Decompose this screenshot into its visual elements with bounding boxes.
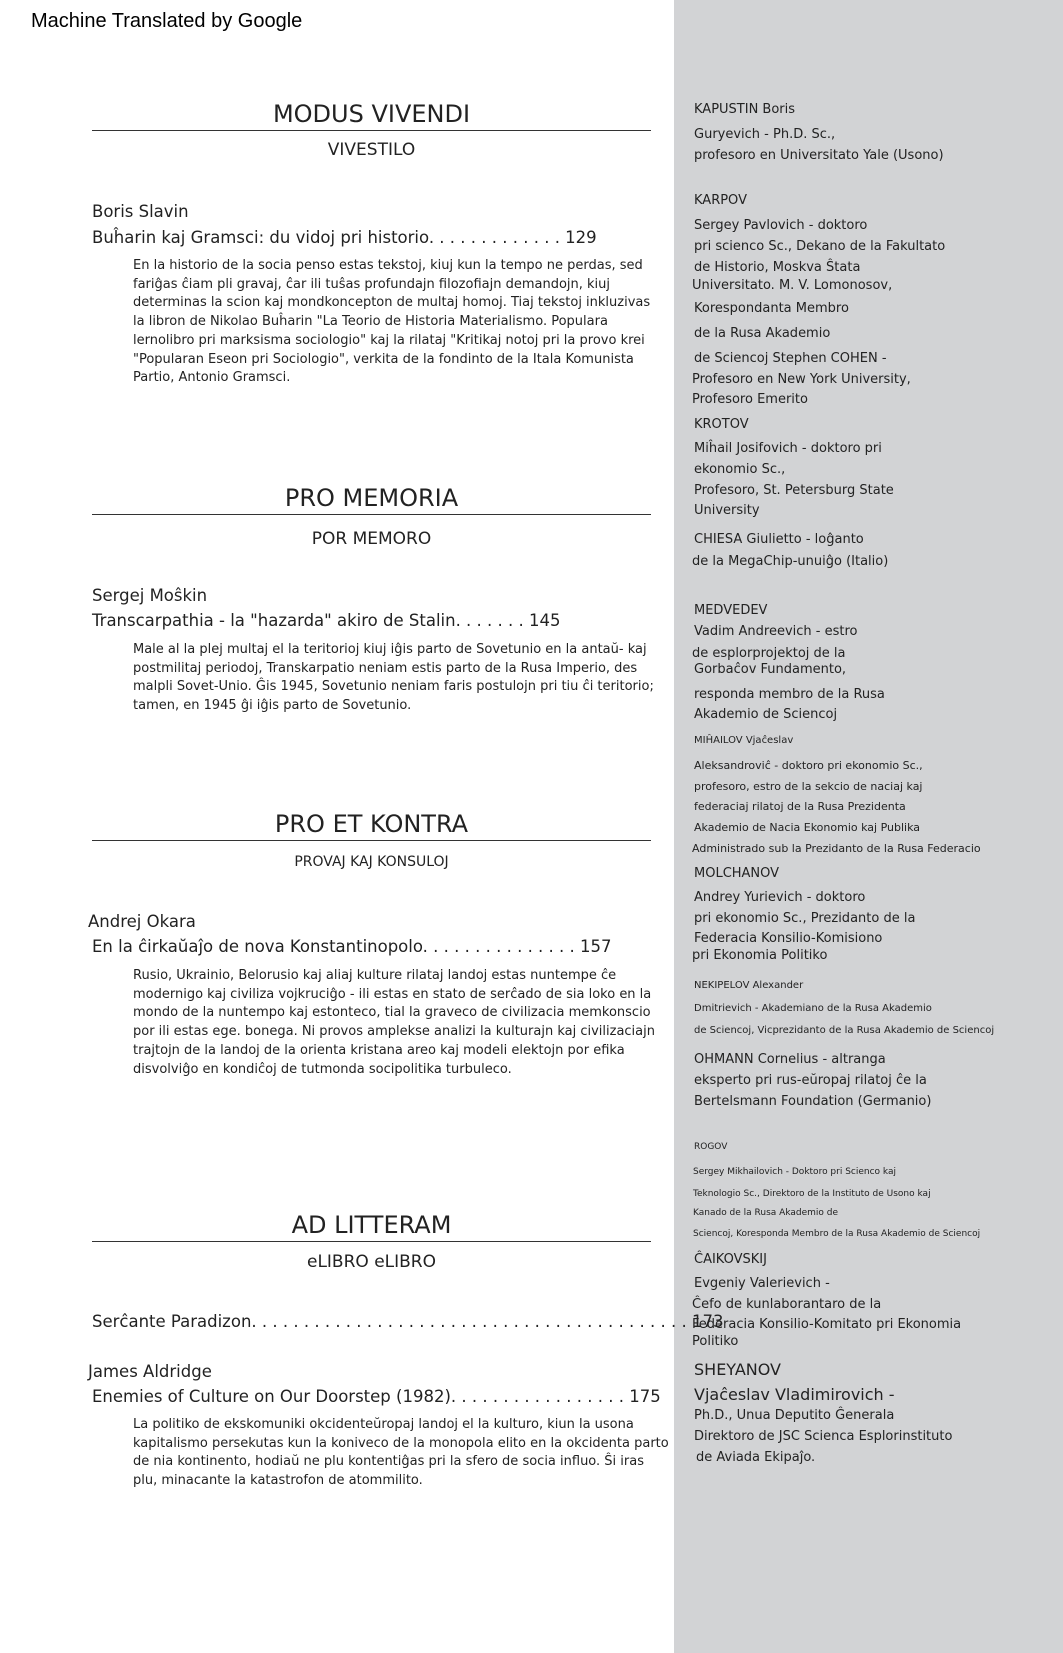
board-member-line: pri scienco Sc., Dekano de la Fakultato	[694, 239, 946, 254]
board-member-line: ekonomio Sc.,	[694, 462, 786, 477]
board-member-line: Federacia Konsilio-Komisiono	[694, 931, 883, 946]
board-member-line: de la Rusa Akademio	[694, 326, 831, 341]
description-line: plu, minacante la katastrofon de atommilito.	[133, 1473, 423, 1489]
board-member-line: Gorbaĉov Fundamento,	[694, 662, 847, 677]
description-line: de nia kontinento, hodiaŭ ne plu kontentiĝas pri la sfero de socia influo. Ŝi iras	[133, 1454, 644, 1470]
board-member-line: Kanado de la Rusa Akademio de	[693, 1208, 839, 1218]
description-line: Partio, Antonio Gramsci.	[133, 370, 291, 386]
board-member-line: Direktoro de JSC Scienca Esplorinstituto	[694, 1429, 953, 1444]
board-member-line: Sergey Mikhailovich - Doktoro pri Scienco kaj	[693, 1167, 896, 1177]
board-member-line: MEDVEDEV	[694, 603, 768, 618]
description-line: determinas la scion kaj mondkoncepton de multaj homoj. Tiaj tekstoj inkluzivas	[133, 295, 651, 311]
board-member-line: Profesoro en New York University,	[692, 372, 911, 387]
board-member-line: Ĉefo de kunlaborantaro de la	[692, 1297, 882, 1312]
article-title[interactable]: Enemies of Culture on Our Doorstep (1982). . . . . . . . . . . . . . . . . 175	[92, 1387, 661, 1406]
board-member-line: pri ekonomio Sc., Prezidanto de la	[694, 911, 916, 926]
section-subtitle: POR MEMORO	[311, 529, 432, 549]
board-member-line: MIĤAILOV Vjaĉeslav	[694, 735, 794, 746]
description-line: tamen, en 1945 ĝi iĝis parto de Sovetunio.	[133, 698, 412, 714]
board-member-line: Federacia Konsilio-Komitato pri Ekonomia	[692, 1317, 962, 1332]
board-member-line: CHIESA Giulietto - loĝanto	[694, 532, 864, 547]
board-member-line: de Sciencoj, Vicprezidanto de la Rusa Akademio de Sciencoj	[694, 1025, 995, 1036]
board-member-line: University	[694, 503, 760, 518]
board-member-line: Vjaĉeslav Vladimirovich -	[694, 1385, 895, 1404]
description-line: En la historio de la socia penso estas tekstoj, kiuj kun la tempo ne perdas, sed	[133, 258, 643, 273]
description-line: trajtojn de la landoj de la orienta kristana areo kaj modeli elektojn por efika	[133, 1042, 625, 1058]
description-line: fariĝas ĉiam pli gravaj, ĉar ili tuŝas profundajn filozofiajn demandojn, kiuj	[133, 276, 611, 292]
board-member-line: Bertelsmann Foundation (Germanio)	[694, 1094, 932, 1109]
section-subtitle: VIVESTILO	[327, 140, 416, 160]
board-member-line: KROTOV	[694, 417, 749, 432]
article-title[interactable]: Transcarpathia - la "hazarda" akiro de Stalin. . . . . . . 145	[92, 611, 561, 630]
article-author: Boris Slavin	[92, 202, 189, 221]
board-member-line: KARPOV	[694, 193, 747, 208]
description-line: "Popularan Eseon pri Sociologio", verkita de la fondinto de la Itala Komunista	[133, 351, 634, 367]
board-member-line: Administrado sub la Prezidanto de la Rusa Federacio	[692, 842, 981, 855]
description-line: mondo de la nuntempo kaj estonteco, tial la graveco de civilizacia memkonscio	[133, 1005, 651, 1021]
board-member-line: Sergey Pavlovich - doktoro	[694, 218, 868, 233]
board-member-line: Miĥail Josifovich - doktoro pri	[694, 441, 882, 456]
board-member-line: de la MegaChip-unuiĝo (Italio)	[692, 554, 889, 569]
section-subtitle: PROVAJ KAJ KONSULOJ	[294, 854, 449, 870]
board-member-line: Evgeniy Valerievich -	[694, 1276, 830, 1291]
board-member-line: de Aviada Ekipaĵo.	[696, 1450, 816, 1465]
section-title: MODUS VIVENDI	[92, 99, 651, 131]
description-line: modernigo kaj civiliza vojkruciĝo - ili estas en stato de serĉado de sia loko en la	[133, 986, 652, 1002]
board-member-line: NEKIPELOV Alexander	[694, 980, 804, 991]
board-member-line: Teknologio Sc., Direktoro de la Instituto de Usono kaj	[693, 1189, 931, 1199]
description-line: Rusio, Ukrainio, Belorusio kaj aliaj kulture rilataj landoj estas nuntempe ĉe	[133, 968, 617, 983]
article-title[interactable]: Serĉante Paradizon. . . . . . . . . . . . . . . . . . . . . . . . . . . . . . . . . . . . . . . . . . 173	[92, 1312, 724, 1331]
board-member-line: Sciencoj, Korespondа Membro de la Rusa Akademio de Sciencoj	[693, 1229, 981, 1239]
board-member-line: OHMANN Cornelius - altranga	[694, 1052, 886, 1067]
board-member-line: Akademio de Sciencoj	[694, 707, 838, 722]
board-member-line: Vadim Andreevich - estro	[694, 624, 858, 639]
board-member-line: de esplorprojektoj de la	[692, 646, 846, 661]
board-member-line: Aleksandroviĉ - doktoro pri ekonomio Sc.,	[694, 759, 923, 772]
board-member-line: profesoro en Universitato Yale (Usono)	[694, 148, 944, 163]
board-member-line: Akademio de Nacia Ekonomio kaj Publika	[694, 821, 920, 834]
board-member-line: pri Ekonomia Politiko	[692, 948, 828, 963]
machine-translated-label: Machine Translated by Google	[31, 10, 303, 32]
board-member-line: Andrey Yurievich - doktoro	[694, 890, 866, 905]
article-author: Sergej Moŝkin	[92, 586, 208, 605]
section-title: AD LITTERAM	[92, 1210, 651, 1242]
article-description	[133, 257, 651, 388]
description-line: La politiko de ekskomuniki okcidenteŭropaj landoj el la kulturo, kiun la usona	[133, 1417, 634, 1432]
section-title: PRO MEMORIA	[92, 483, 651, 515]
board-member-line: de Sciencoj Stephen COHEN -	[694, 351, 887, 366]
board-member-line: responda membro de la Rusa	[694, 687, 885, 702]
description-line: Male al la plej multaj el la teritorioj kiuj iĝis parto de Sovetunio en la antaŭ- kaj	[133, 642, 647, 657]
board-member-line: ĈAIKOVSKIJ	[694, 1252, 767, 1267]
board-member-line: profesoro, estro de la sekcio de naciaj kaj	[694, 780, 923, 793]
article-title[interactable]: Buĥarin kaj Gramsci: du vidoj pri historio. . . . . . . . . . . . . 129	[92, 228, 597, 247]
article-author: James Aldridge	[88, 1362, 212, 1381]
board-member-line: MOLCHANOV	[694, 866, 780, 881]
board-member-line: de Historio, Moskva Ŝtata	[694, 260, 861, 275]
board-member-line: Guryevich - Ph.D. Sc.,	[694, 127, 836, 142]
board-member-line: federaciaj rilatoj de la Rusa Prezidenta	[694, 800, 906, 813]
article-author: Andrej Okara	[88, 912, 196, 931]
board-member-line: Profesoro Emerito	[692, 392, 808, 407]
article-description	[133, 1416, 669, 1491]
article-title[interactable]: En la ĉirkaŭaĵo de nova Konstantinopolo. . . . . . . . . . . . . . . 157	[92, 937, 612, 956]
description-line: lernolibro pri marksisma sociologio" kaj la rilataj "Kritikaj notoj pri la provo krei	[133, 332, 645, 348]
board-member-line: SHEYANOV	[694, 1360, 781, 1379]
board-member-line: Universitato. M. V. Lomonosov,	[692, 278, 893, 293]
article-description	[133, 641, 654, 716]
description-line: kapitalismo persekutas kun la koniveco de la monopola elito en la okcidenta parto	[133, 1435, 669, 1451]
description-line: postmilitaj periodoj, Transkarpatio neniam estis parto de la Rusa Imperio, des	[133, 660, 638, 676]
board-member-line: Politiko	[692, 1334, 739, 1349]
board-member-line: eksperto pri rus-eŭropaj rilatoj ĉe la	[694, 1073, 927, 1088]
board-member-line: Profesoro, St. Petersburg State	[694, 483, 894, 498]
description-line: por ili estas ege. bonega. Ni provos amplekse analizi la kulturajn kaj civilizaciajn	[133, 1024, 655, 1040]
article-description	[133, 967, 655, 1079]
board-member-line: ROGOV	[694, 1142, 728, 1152]
description-line: la libron de Nikolao Buĥarin "La Teorio de Historia Materialismo. Populara	[133, 314, 608, 330]
description-line: disvolviĝo en kondiĉoj de tutmonda socipolitika turbuleco.	[133, 1061, 512, 1077]
section-title: PRO ET KONTRA	[92, 809, 651, 841]
board-member-line: Korespondanta Membro	[694, 301, 849, 316]
description-line: malpli Sovet-Unio. Ĝis 1945, Sovetunio neniam faris postulojn pri tiu ĉi teritorio;	[133, 679, 654, 695]
board-member-line: Dmitrievich - Akademiano de la Rusa Akademio	[694, 1003, 932, 1014]
board-member-line: KAPUSTIN Boris	[694, 102, 796, 117]
section-subtitle: eLIBRO eLIBRO	[306, 1252, 436, 1272]
board-member-line: Ph.D., Unua Deputito Ĝenerala	[694, 1408, 895, 1423]
